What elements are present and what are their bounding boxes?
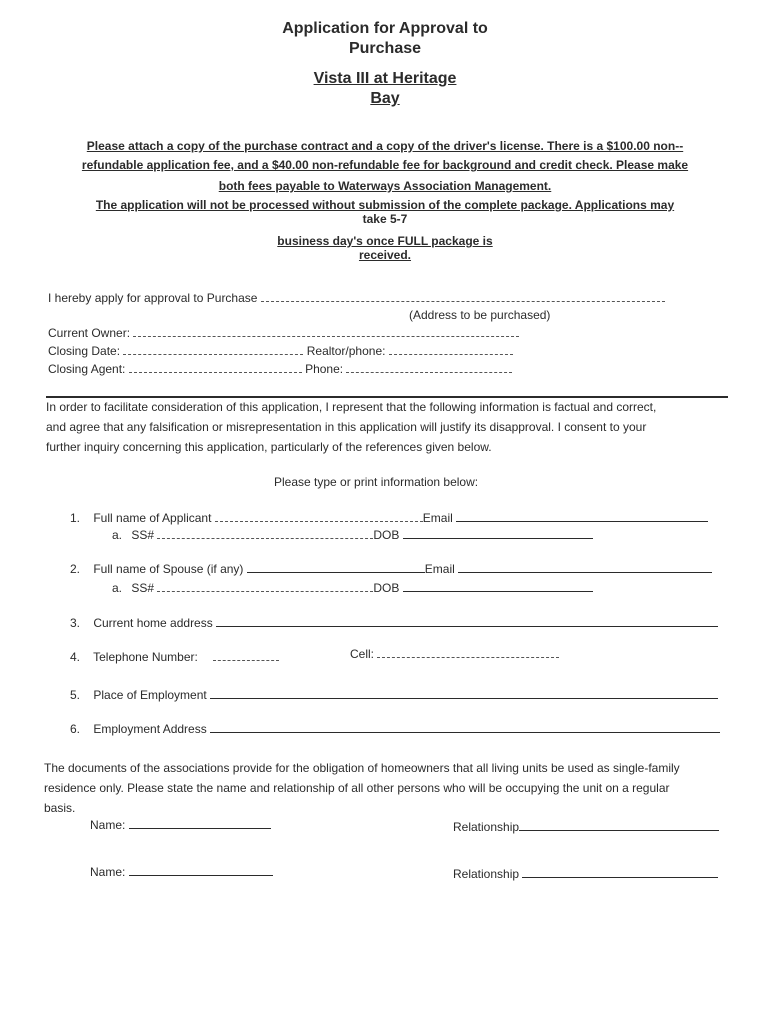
notice-line5: take 5-7 — [362, 212, 408, 226]
community-name-line1: Vista III at Heritage — [313, 70, 457, 87]
item-number: 3. — [70, 616, 81, 630]
occupant-relationship-label: Relationship — [453, 820, 520, 834]
applicant-ss-row — [112, 527, 593, 542]
employment-place-label: Place of Employment — [93, 688, 207, 702]
realtor-phone-label: Realtor/phone: — [306, 344, 386, 358]
occupant2-relationship-row — [453, 866, 718, 881]
consent-paragraph — [46, 397, 736, 457]
closing-date-label: Closing Date: — [48, 344, 121, 358]
occupant1-name-field[interactable] — [129, 817, 271, 829]
applicant-email-label: Email — [422, 511, 453, 525]
home-address-row — [70, 615, 718, 630]
current-owner-row — [48, 325, 519, 340]
agent-phone-field[interactable] — [346, 361, 512, 373]
closing-agent-field[interactable] — [129, 361, 302, 373]
community-name-line2: Bay — [370, 90, 400, 107]
apply-row — [48, 290, 665, 305]
sub-item-a: a. — [112, 528, 123, 542]
telephone-field[interactable] — [213, 649, 279, 661]
home-address-label: Current home address — [93, 616, 213, 630]
cell-row — [350, 646, 559, 661]
occupant2-name-row — [90, 864, 273, 879]
applicant-email-field[interactable] — [456, 510, 708, 522]
occupants-paragraph — [44, 758, 734, 818]
notice-line6: business day's once FULL package is — [277, 234, 493, 248]
occupant1-name-row — [90, 817, 271, 832]
cell-field[interactable] — [377, 646, 559, 658]
occupant-name-label: Name: — [90, 818, 126, 832]
spouse-name-label: Full name of Spouse (if any) — [93, 562, 244, 576]
ss-label: SS# — [131, 528, 155, 542]
apply-label: I hereby apply for approval to Purchase — [48, 291, 258, 305]
occupant-name-label: Name: — [90, 865, 126, 879]
item-number: 4. — [70, 650, 81, 664]
closing-agent-label: Closing Agent: — [48, 362, 126, 376]
spouse-email-label: Email — [424, 562, 455, 576]
spouse-ss-field[interactable] — [157, 580, 373, 592]
notice-line3: both fees payable to Waterways Association Management. — [218, 179, 552, 193]
occupant2-relationship-field[interactable] — [522, 866, 718, 878]
notice-line7: received. — [358, 248, 412, 262]
current-owner-field[interactable] — [133, 325, 519, 337]
occupants-line3: basis. — [44, 801, 76, 815]
consent-line1: In order to facilitate consideration of this application, I represent that the following information is factual and correct, — [46, 400, 657, 414]
applicant-row — [70, 510, 708, 525]
notice-line2: refundable application fee, and a $40.00 non-refundable fee for background and credit check. Please make — [81, 158, 689, 172]
occupant-relationship-label: Relationship — [453, 867, 520, 881]
spouse-email-field[interactable] — [458, 561, 712, 573]
consent-line3: further inquiry concerning this application, particularly of the references given below. — [46, 440, 492, 454]
spouse-name-field[interactable] — [247, 561, 425, 573]
address-hint: (Address to be purchased) — [409, 308, 551, 322]
closing-agent-row — [48, 361, 512, 376]
telephone-row — [70, 649, 279, 664]
item-number: 1. — [70, 511, 81, 525]
closing-date-field[interactable] — [123, 343, 303, 355]
form-title-line2: Purchase — [348, 40, 422, 57]
closing-date-row — [48, 343, 513, 358]
dob-label: DOB — [373, 581, 400, 595]
applicant-ss-field[interactable] — [157, 527, 373, 539]
spouse-ss-row — [112, 580, 593, 595]
employment-place-row — [70, 687, 718, 702]
occupant2-name-field[interactable] — [129, 864, 273, 876]
home-address-field[interactable] — [216, 615, 718, 627]
applicant-name-field[interactable] — [215, 510, 423, 522]
current-owner-label: Current Owner: — [48, 326, 131, 340]
print-instruction: Please type or print information below: — [274, 475, 479, 489]
spouse-dob-field[interactable] — [403, 580, 593, 592]
applicant-name-label: Full name of Applicant — [93, 511, 212, 525]
occupant1-relationship-row — [453, 819, 719, 834]
employment-place-field[interactable] — [210, 687, 718, 699]
employment-address-label: Employment Address — [93, 722, 207, 736]
item-number: 2. — [70, 562, 81, 576]
spouse-row — [70, 561, 712, 576]
consent-line2: and agree that any falsification or misrepresentation in this application will justify its disapproval. I consent to your — [46, 420, 647, 434]
purchase-address-field[interactable] — [261, 290, 665, 302]
item-number: 6. — [70, 722, 81, 736]
occupant1-relationship-field[interactable] — [519, 819, 719, 831]
dob-label: DOB — [373, 528, 400, 542]
occupants-line2: residence only. Please state the name and relationship of all other persons who will be occupying the unit on a regular — [44, 781, 670, 795]
form-title-line1: Application for Approval to — [282, 20, 488, 37]
applicant-dob-field[interactable] — [403, 527, 593, 539]
occupants-line1: The documents of the associations provide for the obligation of homeowners that all living units be used as single-family — [44, 761, 680, 775]
item-number: 5. — [70, 688, 81, 702]
telephone-label: Telephone Number: — [93, 650, 198, 664]
realtor-phone-field[interactable] — [389, 343, 513, 355]
agent-phone-label: Phone: — [305, 362, 344, 376]
employment-address-field[interactable] — [210, 721, 720, 733]
notice-line4: The application will not be processed without submission of the complete package. Applications may — [95, 198, 675, 212]
cell-label: Cell: — [350, 647, 375, 661]
sub-item-a: a. — [112, 581, 123, 595]
notice-line1: Please attach a copy of the purchase contract and a copy of the driver's license. There is a $100.00 non-- — [86, 139, 684, 153]
employment-address-row — [70, 721, 720, 736]
ss-label: SS# — [131, 581, 155, 595]
